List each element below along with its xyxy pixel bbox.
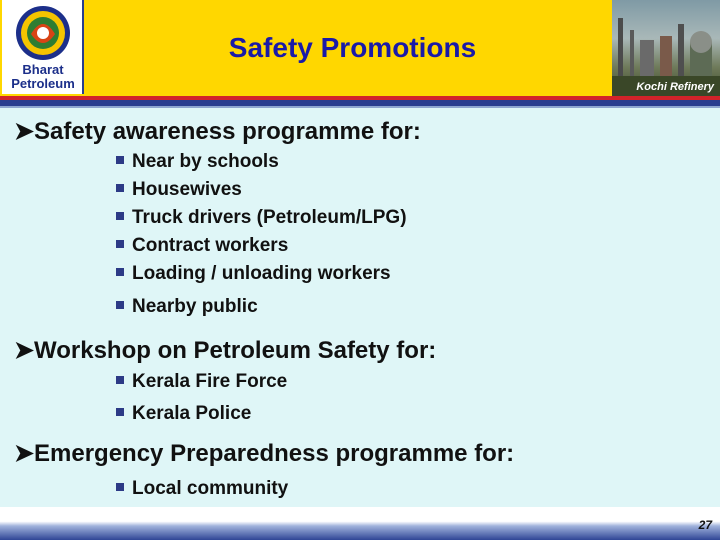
list-item-text: Kerala Fire Force	[132, 371, 288, 392]
page-number: 27	[698, 518, 712, 532]
arrow-bullet-icon: ➤	[14, 118, 35, 145]
list-item	[116, 235, 288, 257]
square-bullet-icon	[116, 212, 124, 220]
list-item	[116, 207, 407, 229]
square-bullet-icon	[116, 184, 124, 192]
square-bullet-icon	[116, 240, 124, 248]
list-item-text: Loading / unloading workers	[132, 263, 391, 284]
list-item	[116, 371, 287, 393]
list-item-text: Local community	[132, 478, 289, 499]
square-bullet-icon	[116, 376, 124, 384]
bharat-petroleum-logo	[2, 0, 84, 94]
list-item-text: Contract workers	[132, 235, 289, 256]
logo-emblem-icon	[11, 4, 75, 62]
header-banner	[0, 0, 720, 96]
list-item	[116, 179, 242, 201]
list-item	[116, 296, 258, 318]
arrow-bullet-icon: ➤	[14, 440, 35, 467]
list-item-text: Kerala Police	[132, 403, 252, 424]
list-item	[116, 151, 279, 173]
list-item-text: Truck drivers (Petroleum/LPG)	[132, 207, 407, 228]
section-heading	[14, 117, 421, 146]
section-heading	[14, 336, 436, 365]
square-bullet-icon	[116, 483, 124, 491]
list-item-text: Near by schools	[132, 151, 279, 172]
arrow-bullet-icon: ➤	[14, 337, 35, 364]
footer-band	[0, 509, 720, 540]
section-heading	[14, 439, 514, 468]
refinery-photo	[612, 0, 720, 96]
logo-line-1: Bharat	[22, 62, 64, 77]
square-bullet-icon	[116, 408, 124, 416]
square-bullet-icon	[116, 268, 124, 276]
list-item	[116, 403, 251, 425]
section-heading-text: Safety awareness programme for:	[34, 118, 421, 145]
list-item-text: Nearby public	[132, 296, 258, 317]
logo-line-2: Petroleum	[11, 76, 75, 91]
list-item-text: Housewives	[132, 179, 242, 200]
page-title: Safety Promotions	[228, 32, 477, 63]
list-item	[116, 478, 288, 500]
list-item	[116, 263, 391, 285]
square-bullet-icon	[116, 156, 124, 164]
refinery-caption: Kochi Refinery	[636, 81, 714, 93]
section-heading-text: Emergency Preparedness programme for:	[34, 440, 515, 467]
square-bullet-icon	[116, 301, 124, 309]
header-rule-light	[0, 106, 720, 108]
section-heading-text: Workshop on Petroleum Safety for:	[34, 337, 437, 364]
